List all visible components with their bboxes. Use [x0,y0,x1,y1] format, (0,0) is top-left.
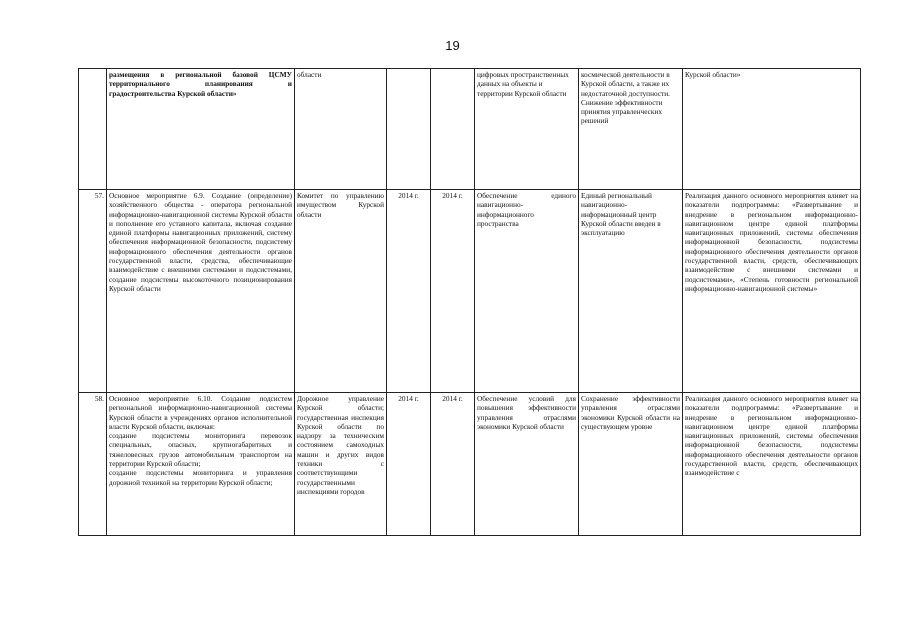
start-year [387,69,431,190]
expected-result: цифровых пространственных данных на объекты и территории Курской области [475,69,579,190]
table-row [79,190,861,393]
measures-table [78,68,861,536]
consequences: космической деятельности в Курской области, а также их недостаточной доступности. Снижение эффективности принятия управленческих решений [579,69,683,190]
relation-to-indicators: Реализация данного основного мероприятия влияет на показатели подпрограммы: «Развертывание и внедрение в региональном информационно-навигационном центре единой платформы навигационных приложений, системы обеспечения информационной безопасности, подсистемы информационного обеспечения деятельности органов государственной власти, средств, обеспечивающих взаимодействие с внешними системами и подсистемами», «Степень готовности региональной информационно-навигационной системы» [683,190,861,393]
end-year [431,69,475,190]
table-row [79,393,861,536]
executor: Комитет по управлению имуществом Курской области [295,190,387,393]
measure-name: Основное мероприятие 6.10. Создание подсистем региональной информационно-навигационной системы Курской области в учреждениях органов исполнительной власти Курской области, включая: создание подсистемы мониторинга перевозок специальных, опасных, крупногабаритных и тяжеловесных грузов автомобильным транспортом на территории Курской области; создание подсистемы мониторинга и управления дорожной техникой на территории Курской области; [107,393,295,536]
measure-name: размещения в региональной базовой ЦСМУ территориального планирования и градостроительства Курской области» [107,69,295,190]
start-year: 2014 г. [387,190,431,393]
relation-to-indicators: Курской области» [683,69,861,190]
expected-result: Обеспечение единого навигационно-информационного пространства [475,190,579,393]
expected-result: Обеспечение условий для повышения эффективности управления отраслями экономики Курской области [475,393,579,536]
executor: области [295,69,387,190]
page-number: 19 [445,38,460,53]
relation-to-indicators: Реализация данного основного мероприятия влияет на показатели подпрограммы: «Развертывание и внедрение в региональном информационно-навигационном центре единой платформы навигационных приложений, системы обеспечения информационной безопасности, подсистемы информационного обеспечения деятельности органов государственной власти, средств, обеспечивающих взаимодействие с [683,393,861,536]
row-number [79,69,107,190]
end-year: 2014 г. [431,393,475,536]
row-number: 58. [79,393,107,536]
table-row [79,69,861,190]
start-year: 2014 г. [387,393,431,536]
consequences: Сохранение эффективности управления отраслями экономики Курской области на существующем уровне [579,393,683,536]
end-year: 2014 г. [431,190,475,393]
consequences: Единый региональный навигационно-информационный центр Курской области введен в эксплуатацию [579,190,683,393]
measure-name: Основное мероприятие 6.9. Создание (определение) хозяйственного общества - оператора региональной информационно-навигационной системы Курской области и пополнение его уставного капитала, включая создание единой платформы навигационных приложений, систему обеспечения информационной безопасности, подсистему информационного обеспечения деятельности органов государственной власти, средства, обеспечивающие взаимодействие с внешними системами и подсистемами, создание подсистемы высокоточного позиционирования Курской области [107,190,295,393]
row-number: 57. [79,190,107,393]
executor: Дорожное управление Курской области; государственная инспекция Курской области по надзору за техническим состоянием самоходных машин и других видов техники с соответствующими государственными инспекциями городов [295,393,387,536]
